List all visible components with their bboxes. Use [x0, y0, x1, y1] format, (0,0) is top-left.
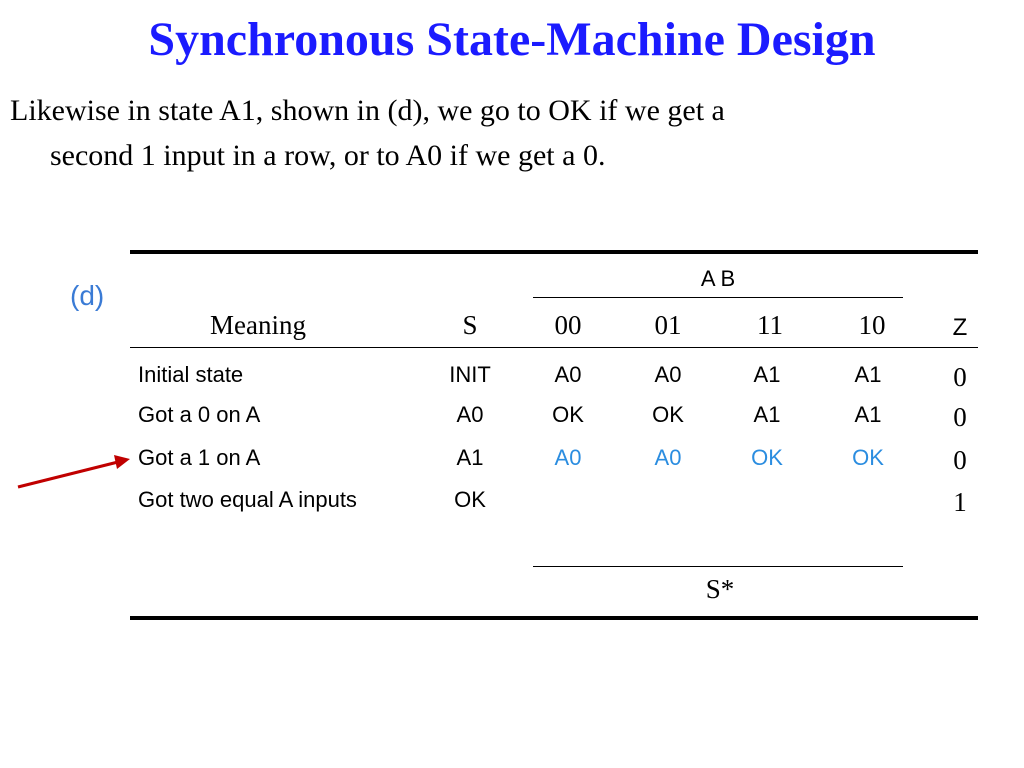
row-next-11: A1: [753, 402, 781, 427]
row-output: 0: [953, 362, 967, 392]
group-header-ab: A B: [700, 266, 736, 291]
footer-next-state: S*: [705, 574, 735, 604]
row-state: A0: [456, 402, 484, 427]
header-col-01: 01: [654, 310, 682, 340]
row-state: OK: [454, 487, 486, 512]
row-meaning: Got a 1 on A: [138, 445, 261, 470]
row-next-10: A1: [854, 402, 882, 427]
row-next-00: A0: [554, 445, 582, 470]
header-output-z: Z: [952, 314, 968, 341]
header-bottom-rule: [130, 347, 978, 348]
header-col-00: 00: [554, 310, 582, 340]
body-line-2: second 1 input in a row, or to A0 if we get a 0.: [50, 139, 606, 172]
row-output: 0: [953, 445, 967, 475]
header-col-10: 10: [858, 310, 886, 340]
row-next-01: A0: [654, 445, 682, 470]
row-next-00: OK: [552, 402, 584, 427]
row-output: 1: [953, 487, 967, 517]
row-next-00: A0: [554, 362, 582, 387]
row-next-01: A0: [654, 362, 682, 387]
table-bottom-rule: [130, 616, 978, 620]
row-state: INIT: [449, 362, 491, 387]
row-next-10: OK: [852, 445, 884, 470]
group-header-rule: [533, 297, 903, 298]
row-meaning: Got two equal A inputs: [138, 487, 357, 512]
footer-rule: [533, 566, 903, 567]
slide-body-text: [10, 88, 1000, 178]
row-meaning: Got a 0 on A: [138, 402, 261, 427]
header-meaning: Meaning: [210, 310, 306, 340]
table-top-rule: [130, 250, 978, 254]
row-next-11: OK: [751, 445, 783, 470]
row-meaning: Initial state: [138, 362, 244, 387]
figure-label: (d): [70, 280, 105, 311]
row-output: 0: [953, 402, 967, 432]
row-state: A1: [456, 445, 484, 470]
slide-title: Synchronous State-Machine Design: [148, 13, 876, 66]
header-col-11: 11: [757, 310, 783, 340]
row-next-10: A1: [854, 362, 882, 387]
body-line-1: Likewise in state A1, shown in (d), we go to OK if we get a: [10, 94, 725, 127]
header-state: S: [462, 310, 478, 340]
row-next-01: OK: [652, 402, 684, 427]
row-next-11: A1: [753, 362, 781, 387]
